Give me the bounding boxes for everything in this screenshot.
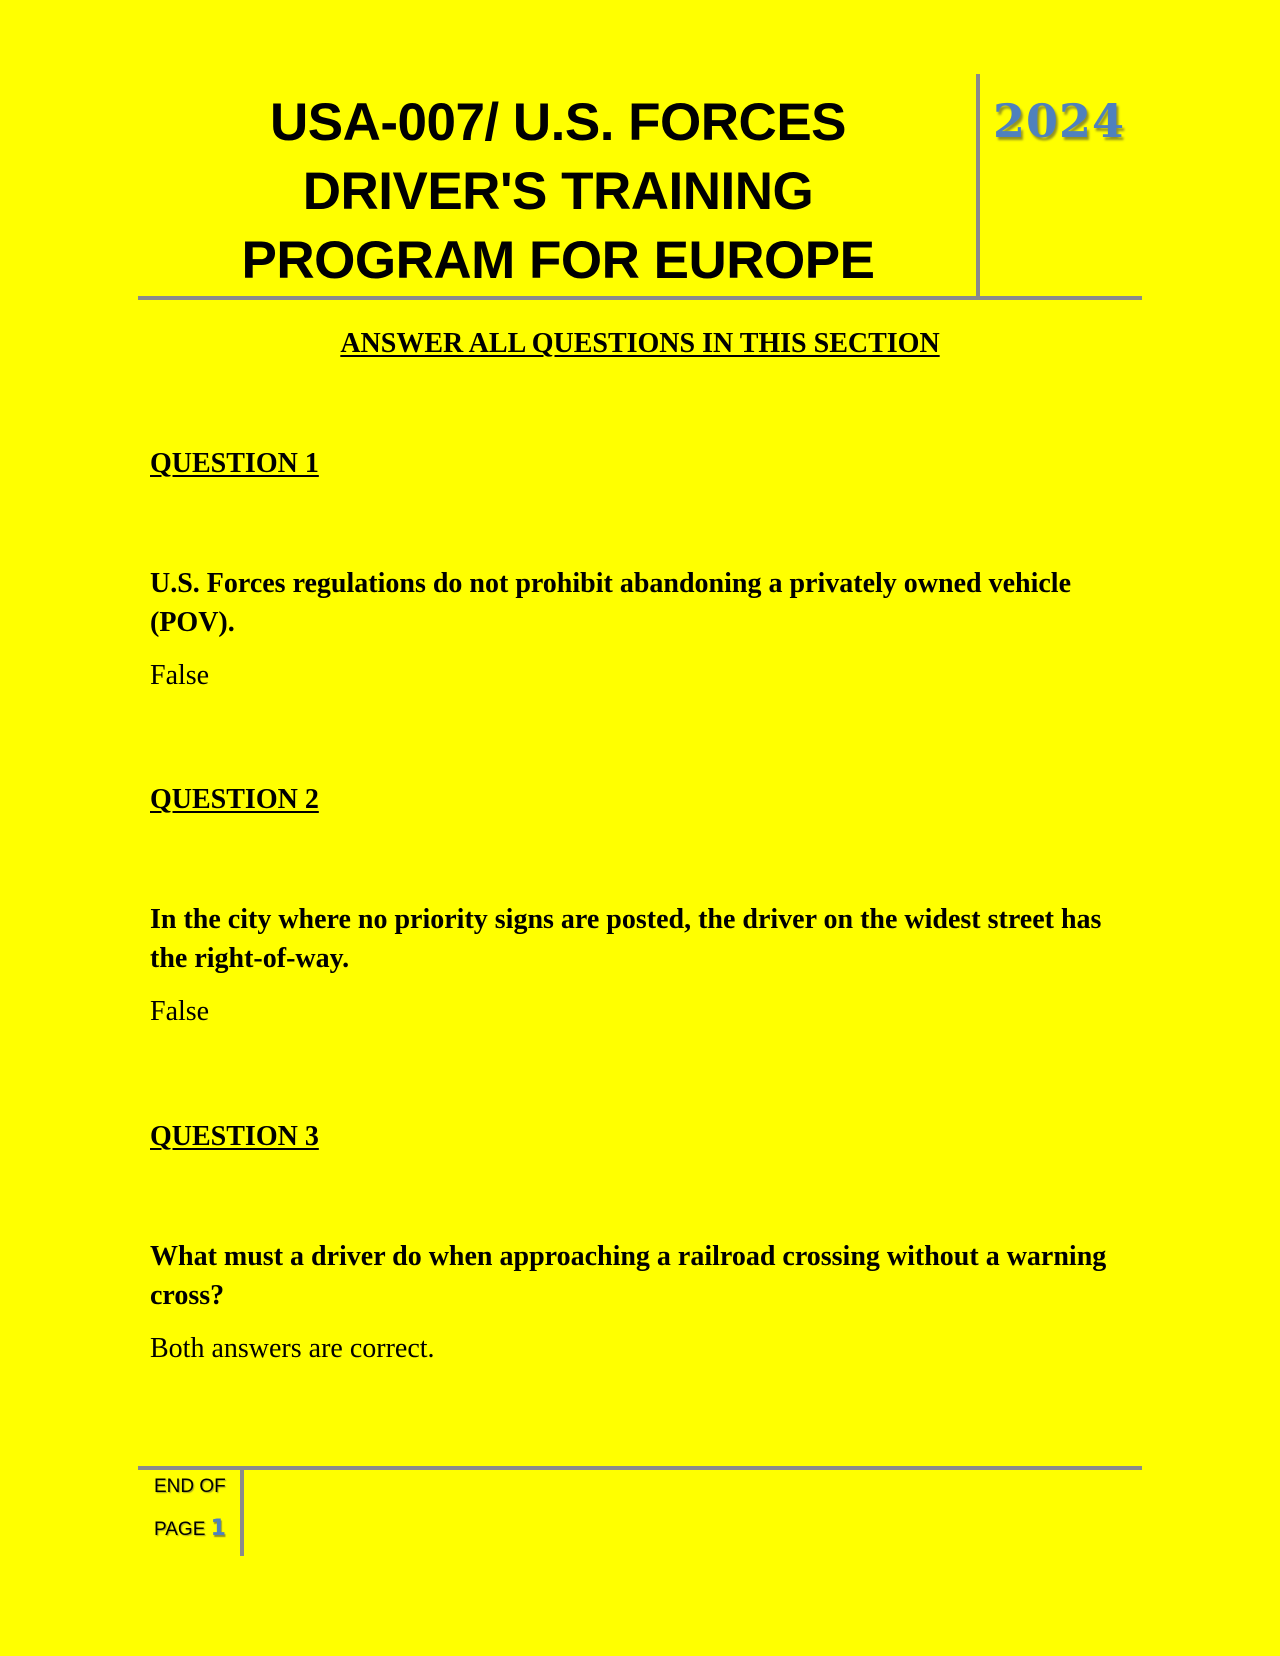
page-footer (138, 1466, 1142, 1556)
question-label: QUESTION 3 (150, 1121, 319, 1152)
page-number: 1 (210, 1516, 226, 1541)
section-heading: ANSWER ALL QUESTIONS IN THIS SECTION (340, 328, 940, 359)
question-answer: False (150, 996, 210, 1027)
question-text: In the city where no priority signs are posted, the driver on the widest street has the right-of-way. (150, 904, 1102, 974)
year-badge: 2024 (993, 94, 1126, 148)
header-vertical-divider (976, 74, 980, 298)
footer-end-of-label: END OF (154, 1476, 226, 1497)
footer-page-line (154, 1516, 226, 1541)
question-label: QUESTION 2 (150, 784, 319, 815)
document-title (138, 88, 978, 295)
question-label: QUESTION 1 (150, 448, 319, 479)
question-text: U.S. Forces regulations do not prohibit abandoning a privately owned vehicle (POV). (150, 568, 1071, 638)
title-line-2: DRIVER'S TRAINING (302, 162, 814, 221)
document-header (138, 74, 1142, 298)
question-answer: Both answers are correct. (150, 1333, 435, 1364)
footer-vertical-divider (240, 1470, 244, 1556)
footer-horizontal-divider (138, 1466, 1142, 1470)
question-answer: False (150, 660, 210, 691)
footer-page-label: PAGE (154, 1519, 206, 1540)
title-line-3: PROGRAM FOR EUROPE (241, 231, 875, 290)
question-text: What must a driver do when approaching a railroad crossing without a warning cross? (150, 1241, 1107, 1311)
header-horizontal-divider (138, 296, 1142, 300)
title-line-1: USA-007/ U.S. FORCES (269, 93, 847, 152)
